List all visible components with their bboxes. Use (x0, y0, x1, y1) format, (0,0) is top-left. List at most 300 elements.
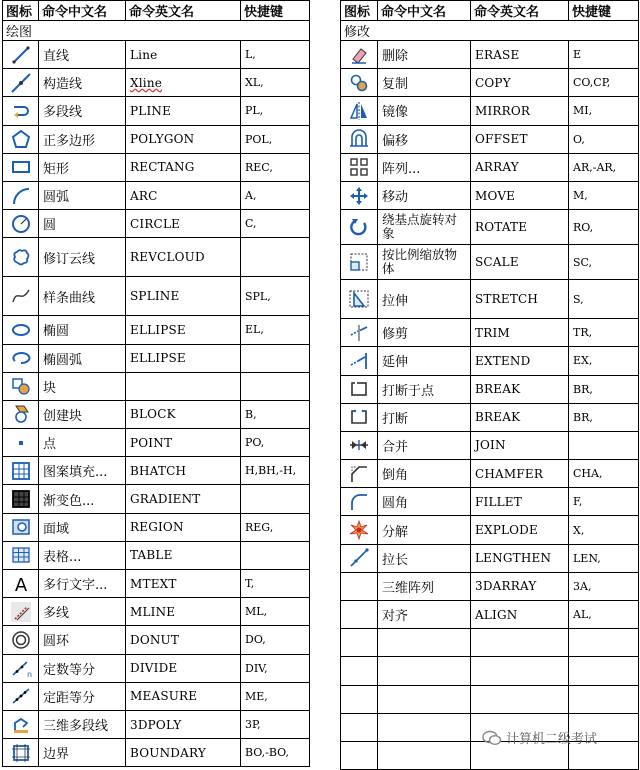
revcloud-icon (11, 247, 31, 267)
icon-cell (341, 741, 378, 769)
table-row (341, 601, 639, 629)
command-cn-name: 拉长 (378, 544, 471, 572)
command-cn-name: 偏移 (378, 125, 471, 153)
icon-cell (341, 713, 378, 741)
table-row (341, 181, 639, 209)
command-en-name: BLOCK (126, 400, 241, 428)
icon-cell (341, 685, 378, 713)
offset-icon (349, 129, 369, 149)
icon-cell (341, 245, 378, 280)
command-cn-name: 块 (39, 372, 126, 400)
command-cn-name: 三维阵列 (378, 572, 471, 600)
command-cn-name: 拉伸 (378, 280, 471, 319)
command-shortcut: XL, (241, 69, 310, 97)
command-cn-name: 样条曲线 (39, 277, 126, 316)
command-en-name: DIVIDE (126, 654, 241, 682)
command-en-name: CHAMFER (471, 460, 569, 488)
header-en: 命令英文名 (126, 1, 241, 21)
command-cn-name: 按比例缩放物体 (378, 245, 471, 280)
table-row (3, 626, 310, 654)
table-row (341, 375, 639, 403)
table-row (341, 657, 639, 685)
command-en-name: CIRCLE (126, 210, 241, 238)
command-shortcut: O, (569, 125, 639, 153)
icon-cell (341, 629, 378, 657)
table-row (341, 245, 639, 280)
command-shortcut: E (569, 41, 639, 69)
command-shortcut: BR, (569, 403, 639, 431)
icon-cell (341, 280, 378, 319)
command-shortcut: MI, (569, 97, 639, 125)
icon-cell (3, 238, 39, 277)
command-cn-name (378, 657, 471, 685)
command-en-name: REGION (126, 513, 241, 541)
measure-icon (11, 686, 31, 706)
table-row (341, 125, 639, 153)
create-block-icon (11, 404, 31, 424)
table-row (3, 513, 310, 541)
command-en-name: STRETCH (471, 280, 569, 319)
icon-cell (3, 682, 39, 710)
chamfer-icon (349, 464, 369, 484)
command-cn-name: 倒角 (378, 460, 471, 488)
command-en-name: ARC (126, 181, 241, 209)
command-cn-name: 多行文字... (39, 570, 126, 598)
command-en-name: MLINE (126, 598, 241, 626)
region-icon (11, 517, 31, 537)
break-icon (349, 407, 369, 427)
command-en-name: 3DARRAY (471, 572, 569, 600)
icon-cell (341, 601, 378, 629)
command-en-name: POLYGON (126, 125, 241, 153)
wechat-icon (482, 730, 502, 746)
command-shortcut: M, (569, 181, 639, 209)
command-cn-name: 椭圆 (39, 316, 126, 344)
icon-cell (341, 403, 378, 431)
command-en-name: GRADIENT (126, 485, 241, 513)
command-en-name: TABLE (126, 541, 241, 569)
command-cn-name: 面域 (39, 513, 126, 541)
pline-icon (11, 101, 31, 121)
icon-cell (3, 710, 39, 738)
command-shortcut: 3P, (241, 710, 310, 738)
icon-cell (341, 488, 378, 516)
icon-cell (3, 739, 39, 767)
command-en-name: EXTEND (471, 347, 569, 375)
command-en-name: RECTANG (126, 153, 241, 181)
icon-cell (3, 125, 39, 153)
xline-icon (11, 73, 31, 93)
command-cn-name: 矩形 (39, 153, 126, 181)
command-shortcut (569, 657, 639, 685)
icon-cell (341, 572, 378, 600)
table-row (3, 97, 310, 125)
table-row (3, 277, 310, 316)
command-shortcut: X, (569, 516, 639, 544)
command-cn-name: 打断 (378, 403, 471, 431)
table-row (3, 710, 310, 738)
icon-cell (3, 598, 39, 626)
command-en-name: 3DPOLY (126, 710, 241, 738)
command-shortcut: L, (241, 41, 310, 69)
table-row (341, 488, 639, 516)
fillet-icon (349, 492, 369, 512)
table-row (3, 400, 310, 428)
command-en-name: OFFSET (471, 125, 569, 153)
table-row (341, 544, 639, 572)
command-shortcut: POL, (241, 125, 310, 153)
icon-cell (3, 513, 39, 541)
command-shortcut: REG, (241, 513, 310, 541)
extend-icon (349, 351, 369, 371)
command-shortcut: AL, (569, 601, 639, 629)
command-cn-name: 直线 (39, 41, 126, 69)
table-row (341, 153, 639, 181)
command-cn-name: 三维多段线 (39, 710, 126, 738)
icon-cell (3, 541, 39, 569)
command-en-name (471, 685, 569, 713)
copy-icon (349, 73, 369, 93)
table-row (3, 69, 310, 97)
command-en-name: MTEXT (126, 570, 241, 598)
header-icon: 图标 (3, 1, 39, 21)
icon-cell (3, 485, 39, 513)
table-row (3, 41, 310, 69)
icon-cell (341, 181, 378, 209)
command-en-name: REVCLOUD (126, 238, 241, 277)
table-row (3, 654, 310, 682)
icon-cell (3, 626, 39, 654)
section-title-draw: 绘图 (3, 21, 310, 41)
command-en-name: ROTATE (471, 210, 569, 245)
insert-block-icon (11, 376, 31, 396)
command-en-name (471, 657, 569, 685)
command-en-name: MOVE (471, 181, 569, 209)
command-en-name: ELLIPSE (126, 316, 241, 344)
icon-cell (3, 97, 39, 125)
boundary-icon (11, 743, 31, 763)
table-row (341, 69, 639, 97)
icon-cell (341, 657, 378, 685)
table-row (341, 516, 639, 544)
draw-commands-table (2, 0, 310, 767)
hatch-icon (11, 461, 31, 481)
command-shortcut (241, 485, 310, 513)
command-en-name: JOIN (471, 431, 569, 459)
command-shortcut: ML, (241, 598, 310, 626)
icon-cell (3, 181, 39, 209)
join-icon (349, 435, 369, 455)
command-en-name: SCALE (471, 245, 569, 280)
header-row (3, 1, 310, 21)
donut-icon (11, 630, 31, 650)
move-icon (349, 186, 369, 206)
command-shortcut: A, (241, 181, 310, 209)
header-row (341, 1, 639, 21)
command-en-name: Line (126, 41, 241, 69)
command-shortcut: CO,CP, (569, 69, 639, 97)
table-row (341, 347, 639, 375)
icon-cell (3, 457, 39, 485)
command-cn-name: 移动 (378, 181, 471, 209)
command-en-name: MIRROR (471, 97, 569, 125)
command-en-name: ARRAY (471, 153, 569, 181)
command-shortcut: EX, (569, 347, 639, 375)
command-cn-name: 圆弧 (39, 181, 126, 209)
icon-cell (3, 277, 39, 316)
command-shortcut: C, (241, 210, 310, 238)
command-en-name (471, 629, 569, 657)
command-shortcut (569, 431, 639, 459)
table-row (3, 739, 310, 767)
explode-icon (349, 520, 369, 540)
stretch-icon (349, 289, 369, 309)
command-cn-name: 图案填充... (39, 457, 126, 485)
command-en-name: BHATCH (126, 457, 241, 485)
command-en-name: COPY (471, 69, 569, 97)
icon-cell (3, 69, 39, 97)
array-icon (349, 157, 369, 177)
icon-cell (341, 544, 378, 572)
spline-icon (11, 286, 31, 306)
command-shortcut: BO,-BO, (241, 739, 310, 767)
command-shortcut: T, (241, 570, 310, 598)
command-cn-name: 定距等分 (39, 682, 126, 710)
table-row (3, 541, 310, 569)
command-en-name: ALIGN (471, 601, 569, 629)
command-shortcut: LEN, (569, 544, 639, 572)
table-row (341, 319, 639, 347)
command-shortcut: B, (241, 400, 310, 428)
icon-cell (3, 429, 39, 457)
command-cn-name (378, 685, 471, 713)
table-row (3, 125, 310, 153)
ellipse-arc-icon (11, 348, 31, 368)
header-icon: 图标 (341, 1, 378, 21)
command-shortcut: CHA, (569, 460, 639, 488)
header-en: 命令英文名 (471, 1, 569, 21)
command-cn-name: 正多边形 (39, 125, 126, 153)
command-en-name: SPLINE (126, 277, 241, 316)
table-row (3, 570, 310, 598)
command-cn-name: 延伸 (378, 347, 471, 375)
mirror-icon (349, 101, 369, 121)
table-row (341, 97, 639, 125)
command-cn-name: 修订云线 (39, 238, 126, 277)
command-cn-name: 阵列... (378, 153, 471, 181)
command-cn-name: 多线 (39, 598, 126, 626)
rectangle-icon (11, 157, 31, 177)
mline-icon (11, 602, 31, 622)
icon-cell (3, 153, 39, 181)
command-cn-name: 多段线 (39, 97, 126, 125)
command-shortcut: ME, (241, 682, 310, 710)
command-shortcut: PO, (241, 429, 310, 457)
command-cn-name: 表格... (39, 541, 126, 569)
command-cn-name: 边界 (39, 739, 126, 767)
command-cn-name: 创建块 (39, 400, 126, 428)
command-en-name: BOUNDARY (126, 739, 241, 767)
command-en-name: BREAK (471, 375, 569, 403)
svg-text:n: n (26, 670, 32, 680)
break-at-point-icon (349, 379, 369, 399)
command-shortcut (241, 238, 310, 277)
command-cn-name: 镜像 (378, 97, 471, 125)
icon-cell (341, 375, 378, 403)
icon-cell (3, 372, 39, 400)
icon-cell (341, 347, 378, 375)
table-row (3, 153, 310, 181)
command-en-name: LENGTHEN (471, 544, 569, 572)
table-row (3, 598, 310, 626)
gradient-icon (11, 489, 31, 509)
command-shortcut (241, 372, 310, 400)
command-cn-name: 分解 (378, 516, 471, 544)
command-en-name: ELLIPSE (126, 344, 241, 372)
icon-cell (341, 153, 378, 181)
table-row (3, 372, 310, 400)
svg-text:A: A (14, 574, 27, 596)
command-shortcut (569, 629, 639, 657)
icon-cell (3, 400, 39, 428)
command-shortcut: SPL, (241, 277, 310, 316)
command-cn-name: 合并 (378, 431, 471, 459)
command-shortcut: F, (569, 488, 639, 516)
table-row (341, 403, 639, 431)
command-shortcut (569, 685, 639, 713)
command-cn-name: 删除 (378, 41, 471, 69)
icon-cell (341, 41, 378, 69)
command-cn-name: 圆角 (378, 488, 471, 516)
section-title-modify: 修改 (341, 21, 639, 41)
table-row (341, 41, 639, 69)
icon-cell (341, 69, 378, 97)
command-cn-name: 绕基点旋转对象 (378, 210, 471, 245)
command-cn-name: 点 (39, 429, 126, 457)
command-cn-name (378, 629, 471, 657)
command-shortcut: REC, (241, 153, 310, 181)
command-cn-name: 打断于点 (378, 375, 471, 403)
command-shortcut (241, 541, 310, 569)
command-en-name: PLINE (126, 97, 241, 125)
command-en-name: POINT (126, 429, 241, 457)
command-shortcut: H,BH,-H, (241, 457, 310, 485)
arc-icon (11, 186, 31, 206)
table-icon (11, 545, 31, 565)
command-cn-name: 构造线 (39, 69, 126, 97)
icon-cell (341, 431, 378, 459)
table-row (3, 457, 310, 485)
icon-cell (341, 319, 378, 347)
command-en-name: TRIM (471, 319, 569, 347)
ellipse-icon (11, 320, 31, 340)
table-row (341, 685, 639, 713)
point-icon (11, 433, 31, 453)
table-row (3, 344, 310, 372)
polygon-icon (11, 129, 31, 149)
lengthen-icon (349, 548, 369, 568)
header-key: 快捷键 (569, 1, 639, 21)
watermark-text: 计算机二级考试 (506, 732, 598, 747)
table-row (3, 682, 310, 710)
mtext-icon (11, 574, 31, 594)
command-cn-name: 圆环 (39, 626, 126, 654)
watermark (482, 728, 597, 747)
command-shortcut: S, (569, 280, 639, 319)
icon-cell (341, 516, 378, 544)
table-row (341, 572, 639, 600)
header-key: 快捷键 (241, 1, 310, 21)
scale-icon (349, 252, 369, 272)
command-shortcut: EL, (241, 316, 310, 344)
3dpoly-icon (11, 715, 31, 735)
icon-cell (341, 97, 378, 125)
command-cn-name: 椭圆弧 (39, 344, 126, 372)
section-row (341, 21, 639, 41)
command-cn-name: 渐变色... (39, 485, 126, 513)
header-cn: 命令中文名 (39, 1, 126, 21)
table-row (341, 210, 639, 245)
icon-cell (341, 210, 378, 245)
table-row (3, 316, 310, 344)
command-en-name: DONUT (126, 626, 241, 654)
modify-commands-table (340, 0, 639, 770)
command-cn-name: 修剪 (378, 319, 471, 347)
command-en-name (126, 372, 241, 400)
command-shortcut: AR,-AR, (569, 153, 639, 181)
icon-cell (341, 460, 378, 488)
command-cn-name: 对齐 (378, 601, 471, 629)
erase-icon (349, 45, 369, 65)
command-cn-name: 复制 (378, 69, 471, 97)
table-row (341, 629, 639, 657)
command-en-name: MEASURE (126, 682, 241, 710)
command-en-name: ERASE (471, 41, 569, 69)
table-row (3, 238, 310, 277)
command-cn-name (378, 713, 471, 741)
icon-cell (3, 570, 39, 598)
command-shortcut: RO, (569, 210, 639, 245)
line-icon (11, 45, 31, 65)
command-cn-name (378, 741, 471, 769)
divide-icon (11, 658, 31, 678)
command-shortcut: SC, (569, 245, 639, 280)
command-en-name: FILLET (471, 488, 569, 516)
command-cn-name: 圆 (39, 210, 126, 238)
command-cn-name: 定数等分 (39, 654, 126, 682)
table-row (3, 429, 310, 457)
table-row (3, 181, 310, 209)
icon-cell (3, 344, 39, 372)
header-cn: 命令中文名 (378, 1, 471, 21)
command-shortcut: 3A, (569, 572, 639, 600)
table-row (341, 431, 639, 459)
icon-cell (3, 316, 39, 344)
command-shortcut: PL, (241, 97, 310, 125)
command-shortcut (241, 344, 310, 372)
table-row (3, 485, 310, 513)
table-row (3, 210, 310, 238)
icon-cell (3, 654, 39, 682)
icon-cell (3, 210, 39, 238)
trim-icon (349, 323, 369, 343)
section-row (3, 21, 310, 41)
icon-cell (341, 125, 378, 153)
command-en-name: EXPLODE (471, 516, 569, 544)
command-shortcut: TR, (569, 319, 639, 347)
command-shortcut: BR, (569, 375, 639, 403)
command-shortcut: DO, (241, 626, 310, 654)
